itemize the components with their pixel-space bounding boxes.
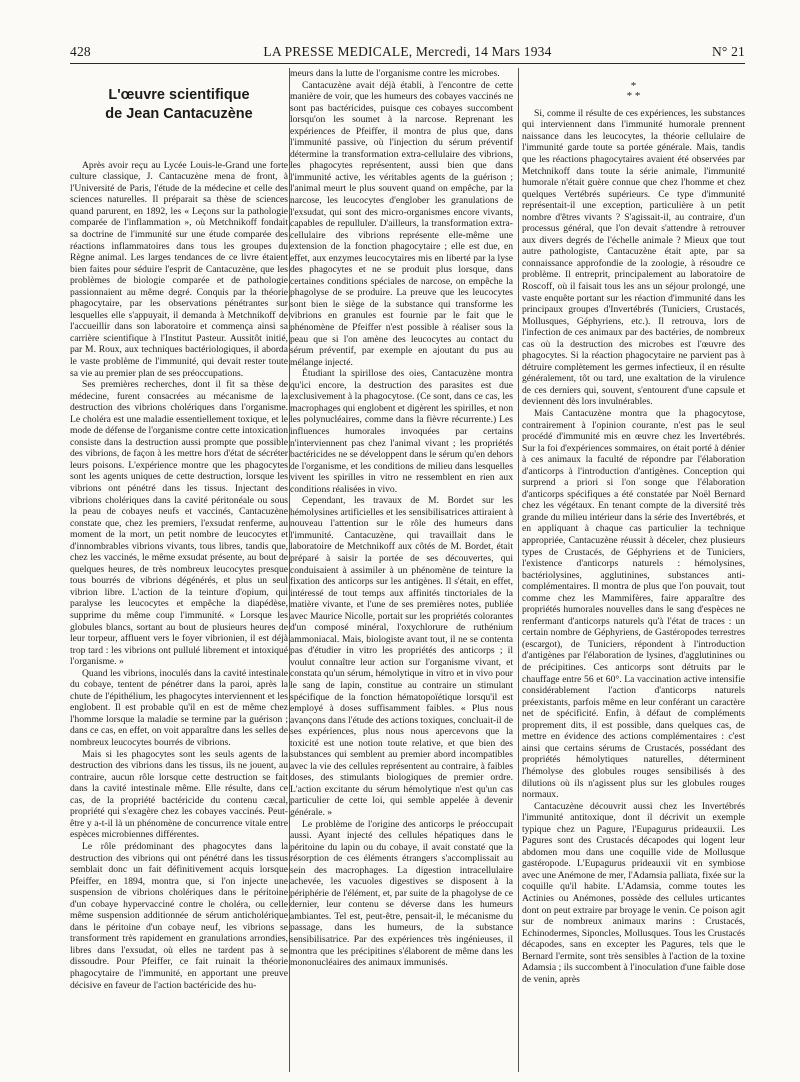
paragraph: Ses premières recherches, dont il fit sa thèse de médecine, furent consacrées au mécanisme de la destruction des vibrions cholériques dans l'organisme. Le choléra est une maladie essentiellement toxique, et le mode de défense de l'organisme contre cette intoxication consiste dans la destruction aussi prompte que possible des vibrions, de façon à les mettre hors d'état de sécréter leurs poisons. L'expérience montre que les phagocytes sont les agents uniques de cette destruction, lorsque les vibrions ont pénétré dans les tissus. Injectant des vibrions cholériques dans la cavité péritonéale ou sous la peau de cobayes neufs et vaccinés, Cantacuzène constate que, chez les premiers, l'exsudat renferme, au moment de la mort, un petit nombre de leucocytes et d'innombrables vibrions vivants, tous libres, tandis que, chez les vaccinés, le même exsudat présente, au bout de quelques heures, de très nombreux leucocytes presque tous bourrés de vibrions dégénérés, et plus un seul vibrion libre. L'action de la teinture d'opium, qui paralyse les leucocytes et empêche la diapédèse, supprime du même coup l'immunité. « Lorsque les globules blancs, sortant au bout de plusieurs heures de leur torpeur, affluent vers le foyer vibrionien, il est déjà trop tard : les vibrions ont pullulé librement et intoxiqué l'organisme. » <box>70 379 288 668</box>
paragraph: Si, comme il résulte de ces expériences, les substances qui interviennent dans l'immunité humorale prennent naissance dans les leucocytes, la théorie cellulaire de l'immunité garde toute sa portée générale. Mais, tandis que les réactions phagocytaires avaient été observées par Metchnikoff dans toute la série animale, l'immunité humorale n'était guère connue que chez l'homme et chez quelques Vertébrés supérieurs. Ce type d'immunité représentait-il une exception, particulière à un petit nombre d'êtres vivants ? S'agissait-il, au contraire, d'un processus général, que l'on devait s'attendre à retrouver aux divers degrés de l'échelle animale ? Mieux que tout autre pathologiste, Cantacuzène était apte, par sa connaissance approfondie de la zoologie, à résoudre ce problème. Il entreprit, principalement au laboratoire de Roscoff, où il faisait tous les ans un séjour prolongé, une vaste enquête portant sur les réaction d'immunité dans les principaux groupes d'Invertébrés (Tuniciers, Crustacés, Mollusques, Géphyriens, etc.). Il retrouva, lors de l'infection de ces animaux par des bactéries, de nombreux cas où la destruction des microbes est l'œuvre des phagocytes. Si la réaction phagocytaire ne parvient pas à détruire complètement les germes infectieux, il en résulte généralement, tôt ou tard, une exaltation de la virulence de ces derniers qui, souvent, s'entourent d'une capsule et deviennent dès lors invulnérables. <box>522 107 745 408</box>
column-2 <box>290 68 513 1074</box>
paragraph: Mais si les phagocytes sont les seuls agents de la destruction des vibrions dans les tissus, ils ne jouent, au contraire, aucun rôle lorsque cette destruction se fait dans la cavité intestinale même. Elle résulte, dans ce cas, de la propriété bactéricide du contenu cæcal, propriété qui s'exagère chez les cobayes vaccinés. Peut-être y a-t-il là un phénomène de concurrence vitale entre espèces microbiennes différentes. <box>70 748 288 841</box>
article-title-line-1: L'œuvre scientifique <box>108 87 250 103</box>
issue-number: N° 21 <box>711 44 745 59</box>
paragraph: Cantacuzène découvrit aussi chez les Invertébrés l'immunité antitoxique, dont il décrivit un exemple typique chez un Pagure, l'Eupagurus prideauxii. Les Pagures sont des Crustacés décapodes qui logent leur abdomen mou dans une coquille vide de Mollusque gastéropode. L'Eupagurus prideauxii vit en symbiose avec une Anémone de mer, l'Adamsia palliata, fixée sur la coquille qu'il habite. L'Adamsia, comme toutes les Actinies ou Anémones, possède des cellules urticantes dont on peut extraire par broyage le venin. Ce poison agit sur de nombreux animaux marins : Crustacés, Echinodermes, Siponcles, Mollusques. Tous les Crustacés décapodes, sans en excepter les Pagures, tels que le Bernard l'ermite, sont très sensibles à l'action de la toxine Adamsia ; ils succombent à l'inoculation d'une faible dose de venin, après <box>522 800 745 985</box>
column-2-body <box>290 68 513 969</box>
paragraph: meurs dans la lutte de l'organisme contre les microbes. <box>290 68 500 79</box>
column-1 <box>70 68 288 1074</box>
publication-line: LA PRESSE MEDICALE, Mercredi, 14 Mars 1934 <box>263 44 552 59</box>
page-number: 428 <box>70 44 91 59</box>
column-3 <box>522 68 745 1074</box>
paragraph: Le rôle prédominant des phagocytes dans la destruction des vibrions qui ont pénétré dans les tissus semblait donc un fait définitivement acquis lorsque Pfeiffer, en 1894, montra que, si l'on injecte une suspension de vibrions cholériques dans le péritoine d'un cobaye hypervacciné contre le choléra, ou celle même suspension additionnée de sérum anticholérique dans le péritoine d'un cobaye neuf, les vibrions se transforment très rapidement en granulations arrondies, libres dans l'exsudat, où elles ne tardent pas à se dissoudre. Pour Pfeiffer, ce fait ruinait la théorie phagocytaire de l'immunité, en apportant une preuve décisive en faveur de l'action bactéricide des hu- <box>70 840 288 991</box>
paragraph: Après avoir reçu au Lycée Louis-le-Grand une forte culture classique, J. Cantacuzène mena de front, à l'Université de Paris, l'étude de la médecine et celle des sciences naturelles. Il préparait sa thèse de sciences quand parurent, en 1892, les « Leçons sur la pathologie comparée de l'inflammation », où Metchnikoff fondait sa doctrine de l'immunité sur une étude comparée des réactions inflammatoires dans tous les groupes du Règne animal. Les larges tendances de ce livre étaient bien faites pour séduire l'esprit de Cantacuzène, que les problèmes de biologie comparée et de pathologie passionnaient au même degré. Conquis par la théorie phagocytaire, par les observations pénétrantes sur lesquelles elle s'appuyait, il demanda à Metchnikoff de l'accueillir dans son laboratoire et commença ainsi sa carrière scientifique à l'Institut Pasteur. Aussitôt initié, par M. Roux, aux techniques bactériologiques, il aborda le vaste problème de l'immunité, qui devait rester toute sa vie au premier plan de ses préoccupations. <box>70 159 288 379</box>
article-title-line-2: de Jean Cantacuzène <box>105 105 253 122</box>
paragraph: Étudiant la spirillose des oies, Cantacuzène montra qu'ici encore, la destruction des parasites est due exclusivement à la phagocytose. (Ce sont, dans ce cas, les macrophages qui englobent et digèrent les spirilles, et non les polynucléaires, comme dans la fièvre récurrente.) Les influences humorales invoquées par certains n'interviennent pas chez l'animal vivant ; les propriétés bactéricides ne se développent dans le sérum qu'en dehors de l'organisme, et les conditions de milieu dans lesquelles vivent les spirilles in vitro ne ressemblent en rien aux conditions réalisées in vivo. <box>290 368 513 495</box>
asterisk-bottom: * * <box>626 89 641 102</box>
paragraph: Cantacuzène avait déjà établi, à l'encontre de cette manière de voir, que les humeurs des cobayes vaccinés ne sont pas bactéricides, puisque ces cobayes succombent lorsqu'on les soumet à la narcose. Reprenant les expériences de Pfeiffer, il montra de plus que, dans l'immunité passive, où l'injection du sérum préventif détermine la transformation extra-cellulaire des vibrions, les phagocytes représentent, aussi bien que dans l'immunité active, les véritables agents de la guérison ; l'animal meurt le plus souvent quand on empêche, par la narcose, les leucocytes d'englober les granulations de l'exsudat, qui sont des micro-organismes encore vivants, capables de repulluler. D'ailleurs, la transformation extra-cellulaire des vibrions représente elle-même une extension de la fonction phagocytaire ; elle est due, en effet, aux enzymes leucocytaires mis en liberté par la lyse des phagocytes et ne se produit plus lorsque, dans certaines conditions spéciales de narcose, on empêche la phagolyse de se produire. La preuve que les leucocytes sont bien le siège de la substance qui transforme les vibrions en granules est fournie par le fait que le phénomène de Pfeiffer n'est possible à réaliser sous la peau que si l'on amène des leucocytes au contact du sérum préventif, par exemple en ajoutant du pus au mélange injecté. <box>290 79 513 368</box>
asterisk-top: * <box>630 80 637 92</box>
header-rule <box>70 63 745 64</box>
paragraph: Le problème de l'origine des anticorps le préoccupait aussi. Ayant injecté des cellules hépatiques dans le péritoine du lapin ou du cobaye, il avait constaté que la résorption de ces éléments étrangers s'accomplissait au sein des macrophages. La digestion intracellulaire achevée, les vacuoles digestives se disposent à la périphérie de l'élément, et, par suite de la phagolyse de ce dernier, leur contenu se déverse dans les humeurs ambiantes. Tel est, peut-être, pensait-il, le mécanisme du passage, dans les humeurs, de la substance sensibilisatrice. Par des expériences très ingénieuses, il montra que les précipitines s'élaborent de même dans les mononucléaires des animaux immunisés. <box>290 818 513 969</box>
running-header <box>70 44 745 64</box>
paragraph: Cependant, les travaux de M. Bordet sur les hémolysines artificielles et les sensibilisatrices attiraient à nouveau l'attention sur le rôle des humeurs dans l'immunité. Cantacuzène, qui travaillait dans le laboratoire de Metchnikoff aux côtés de M. Bordet, était préparé à saisir la portée de ses découvertes, qui conduisaient à assimiler à un phénomène de teinture la fixation des anticorps sur les antigènes. Il s'était, en effet, intéressé de tout temps aux affinités tinctoriales de la matière vivante, et l'une de ses premières notes, publiée avec Maurice Nicolle, portait sur les propriétés colorantes d'un composé minéral, l'oxychlorure de ruthénium ammoniacal. Mais, biologiste avant tout, il ne se contenta pas d'étudier in vitro les propriétés des anticorps ; il voulut connaître leur action sur l'organisme vivant, et constata qu'un sérum, hémolytique in vitro et in vivo pour le sang de lapin, constitue au contraire un stimulant spécifique de la fonction hématopoïétique lorsqu'il est employé à doses suffisamment faibles. « Plus nous avançons dans l'étude des actions toxiques, concluait-il de ses expériences, plus nous nous apercevons que la toxicité est une notion toute relative, et que bien des substances qui semblent au premier abord incompatibles avec la vie des cellules représentent au contraire, à faibles doses, des stimulants biologiques de premier ordre. L'action excitante du sérum hémolytique n'est qu'un cas particulier de cette loi, qui semble appelée à devenir générale. » <box>290 495 513 818</box>
article-title <box>70 86 288 124</box>
column-3-body <box>522 108 745 986</box>
section-separator-asterisks <box>522 82 745 102</box>
paragraph: Quand les vibrions, inoculés dans la cavité intestinale du cobaye, tentent de pénétrer dans la paroi, après la chute de l'épithélium, les phagocytes interviennent et les englobent. Il est probable qu'il en est de même chez l'homme lorsque la maladie se termine par la guérison ; dans ce cas, en effet, on voit apparaître dans les selles de nombreux leucocytes bourrés de vibrions. <box>70 667 288 749</box>
column-divider <box>518 68 519 1072</box>
column-1-body <box>70 160 288 991</box>
paragraph: Mais Cantacuzène montra que la phagocytose, contrairement à l'opinion courante, n'est pas le seul procédé d'immunité mis en œuvre chez les Invertébrés. Sur la foi d'expériences sommaires, on était porté à dénier à ces animaux la faculté de répondre par l'élaboration d'anticorps à l'introduction d'antigènes. Conception qui surprend a priori si l'on songe que l'élaboration d'anticorps spécifiques a été constatée par Noël Bernard chez les végétaux. En tenant compte de la diversité très grande du milieu intérieur dans la série des Invertébrés, et en appliquant à chaque cas particulier la technique appropriée, Cantacuzène réussit à déceler, chez plusieurs types de Crustacés, de Géphyriens et de Tuniciers, l'existence d'anticorps naturels : hémolysines, bactériolysines, agglutinines, substances anti-complémentaires. Il montra de plus que l'on pouvait, tout comme chez les Mammifères, faire apparaître des propriétés humorales nouvelles dans le sang d'espèces ne renfermant d'anticorps naturels qu'à l'état de traces : un certain nombre de Géphyriens, de Gastéropodes terrestres (escargot), de Tuniciers, répondent à l'introduction d'antigènes par l'élaboration de lysines, d'agglutinines ou de précipitines. Ces anticorps sont détruits par le chauffage entre 56 et 60°. La vaccination active intensifie considérablement l'action d'anticorps naturels préexistants, parfois même en leur conférant un caractère net de spécificité. Enfin, à défaut de compléments proprement dits, il est possible, dans quelques cas, de mettre en évidence des actions complémentaires : c'est ainsi que certains sérums de Crustacés, possédant des propriétés hémolytiques naturelles, déterminent l'hémolyse des globules rouges sensibilisés à des dilutions où ils n'agissent plus sur les globules rouges normaux. <box>522 408 745 801</box>
